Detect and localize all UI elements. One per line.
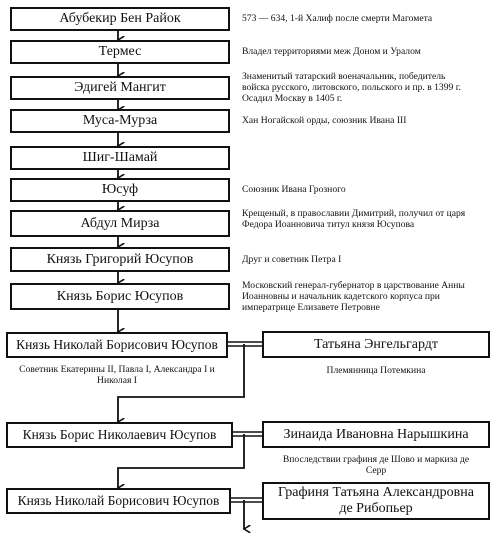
note-termes: Владел территориями меж Доном и Уралом xyxy=(242,46,421,57)
person-box-shig-shamay: Шиг-Шамай xyxy=(10,146,230,170)
person-box-nikolay-borisovich-2: Князь Николай Борисович Юсупов xyxy=(6,488,231,514)
person-box-edigey: Эдигей Мангит xyxy=(10,76,230,100)
note-abdul-mirza: Крещеный, в православии Димитрий, получил от царя Федора Иоанновича титул князя Юсупова xyxy=(242,208,466,230)
person-box-tatyana-engelgardt: Татьяна Энгельгардт xyxy=(262,331,490,358)
note-edigey: Знаменитый татарский военачальник, победитель войска русского, литовского, польского и пр. в 1399 г. Осадил Москву в 1405 г. xyxy=(242,71,461,104)
note-grigoriy-yusupov: Друг и советник Петра I xyxy=(242,254,342,265)
note-zinaida-naryshkina: Впоследствии графиня де Шово и маркиза де Серр xyxy=(282,454,470,476)
person-box-nikolay-borisovich-1: Князь Николай Борисович Юсупов xyxy=(6,332,228,358)
note-abubekir: 573 — 634, 1-й Халиф после смерти Магомета xyxy=(242,13,433,24)
note-tatyana-engelgardt: Племянница Потемкина xyxy=(326,365,426,376)
note-boris-yusupov: Московский генерал-губернатор в царствование Анны Иоанновны и начальник кадетского корпуса при императрице Елизавете Петровне xyxy=(242,280,465,313)
note-yusuf: Союзник Ивана Грозного xyxy=(242,184,346,195)
person-box-musa-murza: Муса-Мурза xyxy=(10,109,230,133)
person-box-grigoriy-yusupov: Князь Григорий Юсупов xyxy=(10,247,230,272)
person-box-abdul-mirza: Абдул Мирза xyxy=(10,210,230,237)
person-box-tatyana-ribopier: Графиня Татьяна Александровна де Рибопьер xyxy=(262,482,490,520)
person-box-yusuf: Юсуф xyxy=(10,178,230,202)
note-musa-murza: Хан Ногайской орды, союзник Ивана III xyxy=(242,115,407,126)
person-box-boris-yusupov: Князь Борис Юсупов xyxy=(10,283,230,310)
note-nikolay-borisovich-1: Советник Екатерины II, Павла I, Александра I и Николая I xyxy=(19,364,215,386)
person-box-zinaida-naryshkina: Зинаида Ивановна Нарышкина xyxy=(262,421,490,448)
person-box-boris-nikolaevich: Князь Борис Николаевич Юсупов xyxy=(6,422,233,448)
person-box-abubekir: Абубекир Бен Райок xyxy=(10,7,230,31)
person-box-termes: Термес xyxy=(10,40,230,64)
